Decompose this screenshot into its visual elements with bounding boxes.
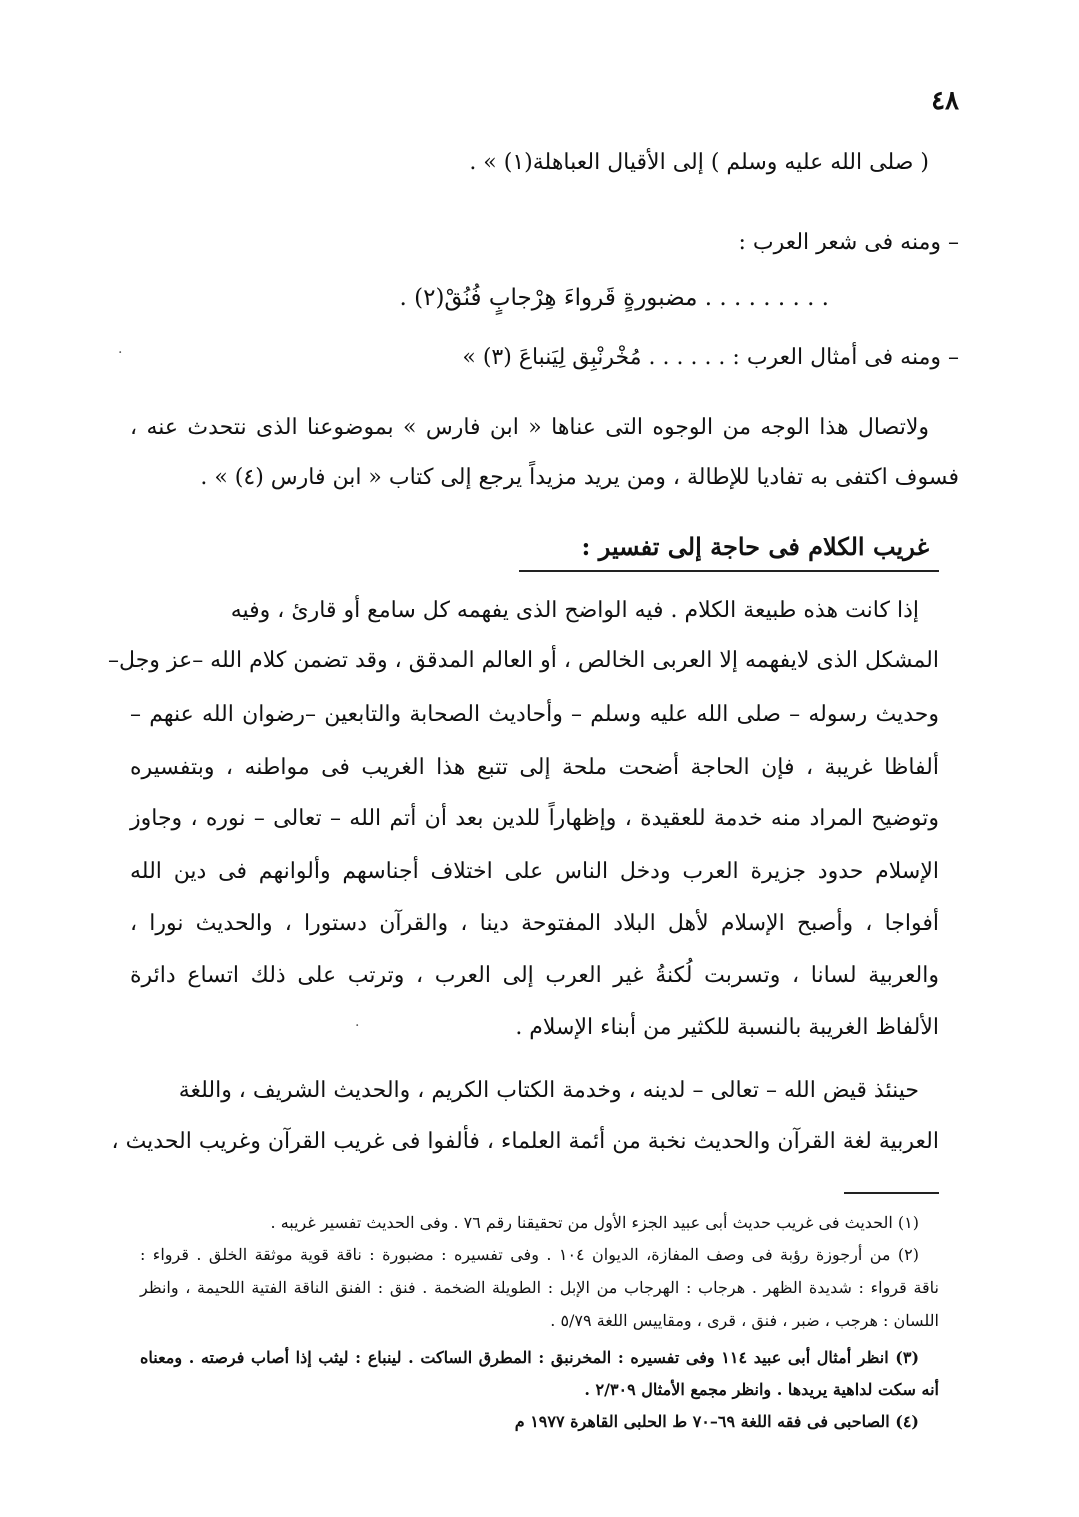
body-line-6: الإسلام حدود جزيرة العرب ودخل الناس على اختلاف أجناسهم وألوانهم فى دين الله [130,859,939,884]
intro-line-1: ( صلى الله عليه وسلم ) إلى الأقيال العباهلة(١) » . [469,150,929,175]
footnote-3-line-1: (٣) انظر أمثال أبى عبيد ١١٤ وفى تفسيره : المخرنبق : المطرق الساكت . لينباع : ليثب إذا أصاب فرصته . ومعناه [140,1348,920,1367]
body-line-5: وتوضيح المراد منه خدمة للعقيدة ، وإظهاراً للدين بعد أن أتم الله – تعالى – نوره ، وجاوز [130,806,939,831]
scan-speck: · [355,1018,360,1034]
body-line-4: ألفاظا غريبة ، فإن الحاجة أضحت ملحة إلى تتبع هذا الغريب فى مواطنه ، وبتفسيره [130,755,939,780]
heading-underline [519,570,939,572]
footnote-2-line-3: اللسان : هرجب ، ضبر ، فنق ، قرى ، ومقاييس اللغة ٥/٧٩ . [550,1311,939,1330]
body-line-1: إذا كانت هذه طبيعة الكلام . فيه الواضح الذى يفهمه كل سامع أو قارئ ، وفيه [230,598,919,623]
body2-line-1: حينئذ قيض الله – تعالى – لدينه ، وخدمة الكتاب الكريم ، والحديث الشريف ، واللغة [178,1078,919,1103]
verse-line: . . . . . . . . . مضبورةٍ قَرواءَ هِرْجابٍ فُنُقْ(٢) . [399,285,829,311]
page-number: ٤٨ [931,86,959,116]
body-line-3: وحديث رسوله – صلى الله عليه وسلم – وأحاديث الصحابة والتابعين –رضوان الله عنهم – [130,702,939,727]
paragraph-1-line-2: فسوف اكتفى به تفاديا للإطالة ، ومن يريد مزيداً يرجع إلى كتاب « ابن فارس (٤) » . [200,465,959,490]
footnote-3-line-2: أنه سكت لداهية يريدها . وانظر مجمع الأمثال ٢/٣٠٩ . [584,1380,939,1399]
body-line-8: والعربية لسانا ، وتسربت لُكنةُ غير العرب إلى العرب ، وترتب على ذلك اتساع دائرة [130,963,939,988]
footnote-4: (٤) الصاحبى فى فقه اللغة ٦٩–٧٠ ط الحلبى القاهرة ١٩٧٧ م [514,1412,919,1431]
section-heading: غريب الكلام فى حاجة إلى تفسير : [581,532,929,561]
body-line-2: المشكل الذى لايفهمه إلا العربى الخالص ، أو العالم المدقق ، وقد تضمن كلام الله –عز وجل– [108,648,939,673]
body-line-7: أفواجا ، وأصبح الإسلام لأهل البلاد المفتوحة دينا ، والقرآن دستورا ، والحديث نورا ، [130,911,939,936]
paragraph-1-line-1: ولاتصال هذا الوجه من الوجوه التى عناها « ابن فارس » بموضوعنا الذى نتحدث عنه ، [130,415,929,440]
body2-line-2: العربية لغة القرآن والحديث نخبة من أئمة العلماء ، فألفوا فى غريب القرآن وغريب الحديث ، [111,1129,939,1154]
footnote-2-line-2: ناقة قرواء : شديدة الظهر . هرجاب : الهرجاب من الإبل : الطويلة الضخمة . فنق : الفنق الناقة الفتية اللحيمة ، وانظر [140,1278,939,1297]
scan-speck: · [118,345,123,361]
body-line-9: الألفاظ الغريبة بالنسبة للكثير من أبناء الإسلام . [515,1015,939,1040]
footnote-2-line-1: (٢) من أرجوزة رؤبة فى وصف المفازة، الديوان ١٠٤ . وفى تفسيره : مضبورة : ناقة قوية موثقة الخلق . قرواء : [140,1245,920,1264]
intro-line-2: – ومنه فى شعر العرب : [738,230,959,255]
footnote-separator [844,1192,939,1194]
intro-line-3: – ومنه فى أمثال العرب : . . . . . . مُخْرنْبِق لِيَنباعَ (٣) » [462,345,959,370]
footnote-1: (١) الحديث فى غريب حديث أبى عبيد الجزء الأول من تحقيقنا رقم ٧٦ . وفى الحديث تفسير غريبه . [270,1213,919,1232]
